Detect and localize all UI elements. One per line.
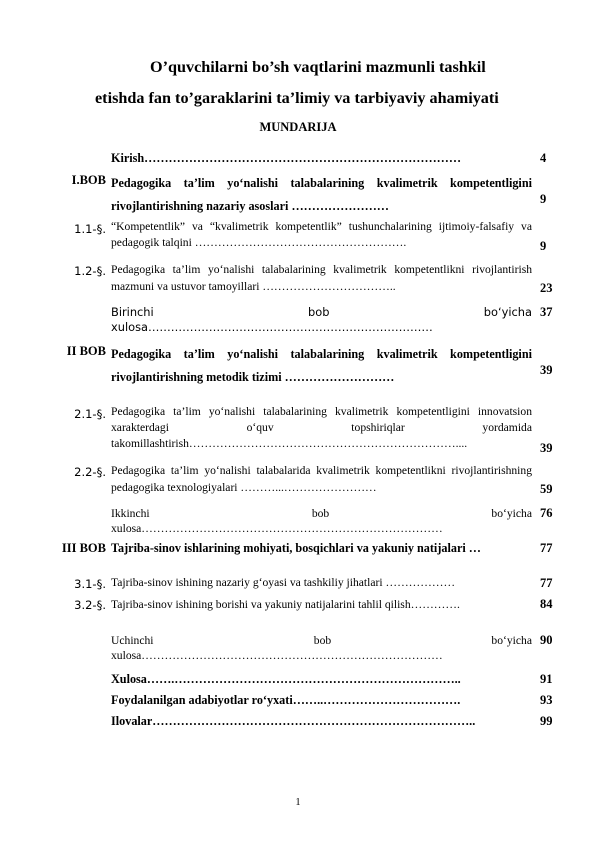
toc-entry-page: 76 <box>540 506 553 520</box>
page-number: 1 <box>295 797 301 808</box>
toc-entry-page: 4 <box>540 151 547 165</box>
toc-entry-label: III BOB <box>61 541 106 555</box>
toc-entry-page: 9 <box>540 239 547 253</box>
toc-entry-page: 23 <box>540 281 553 295</box>
toc-entry-text: Tajriba-sinov ishining borishi va yakuniy natijalarini tahlil qilish…………. <box>111 598 460 611</box>
toc-entry-page: 77 <box>540 541 553 555</box>
toc-entry-label: II BOB <box>66 344 106 358</box>
toc-entry-text: Uchinchi bob bo‘yicha xulosa…………………………………………………………………… <box>111 634 532 662</box>
toc-entry-text: Ilovalar…………………………………………………………………….. <box>111 714 476 728</box>
toc-entry-page: 99 <box>540 714 553 728</box>
toc-entry-page: 39 <box>540 363 553 377</box>
toc-entry-text: Foydalanilgan adabiyotlar ro‘yxati……..……………………………. <box>111 693 461 707</box>
toc-entry-page: 91 <box>540 672 553 686</box>
toc-entry-page: 39 <box>540 441 553 455</box>
toc-entry-page: 59 <box>540 482 553 496</box>
toc-entry-label: 3.2-§. <box>74 598 106 612</box>
toc-entry-text: Tajriba-sinov ishlarining mohiyati, bosqichlari va yakuniy natijalari … <box>111 541 481 555</box>
toc-entry-text: Xulosa…….…………………………………………………………….. <box>111 672 461 686</box>
toc-entry-label: 3.1-§. <box>74 577 106 591</box>
toc-entry-text: Pedagogika ta’lim yo‘nalishi talabalarining kvalimetrik kompetentligini innovatsion xarakterdagi o‘quv topshiriqlar yordamida takomillashtirish…………………………………………………………….... <box>111 405 532 450</box>
toc-entry-text: Tajriba-sinov ishining nazariy g‘oyasi va tashkiliy jihatlari ……………… <box>111 576 456 589</box>
toc-entry-page: 90 <box>540 633 553 647</box>
toc-entry-text: “Kompetentlik” va “kvalimetrik kompetentlik” tushunchalarining ijtimoiy-falsafiy va pedagogik talqini ………………………………………………. <box>111 220 532 249</box>
toc-entry-page: 77 <box>540 576 553 590</box>
toc-entry-text: Pedagogika ta’lim yo‘nalishi talabalarining kvalimetrik kompetentligini rivojlantirishning metodik tizimi ……………………… <box>111 347 532 384</box>
toc-entry-label: 1.2-§. <box>74 264 106 278</box>
toc-entry-page: 93 <box>540 693 553 707</box>
toc-entry-page: 9 <box>540 192 547 206</box>
toc-entry-label: 2.1-§. <box>74 407 106 421</box>
toc-entry-text: Pedagogika ta’lim yo‘nalishi talabalarining kvalimetrik kompetentlikni rivojlantirish mazmuni va ustuvor tamoyillari …………………………….. <box>111 263 532 293</box>
document-title-line-1: O’quvchilarni bo’sh vaqtlarini mazmunli tashkil <box>150 58 486 76</box>
toc-entry-text: Ikkinchi bob bo‘yicha xulosa…………………………………………………………………… <box>111 507 532 535</box>
toc-entry-label: 2.2-§. <box>74 465 106 479</box>
toc-entry-text: Pedagogika ta’lim yo‘nalishi talabalarining kvalimetrik kompetentligini rivojlantirishning nazariy asoslari …………………… <box>111 176 532 213</box>
toc-entry-label: 1.1-§. <box>74 222 106 236</box>
toc-entry-text: Kirish…………………………………………………………………… <box>111 151 462 165</box>
toc-entry-page: 37 <box>540 305 553 319</box>
toc-entry-page: 84 <box>540 597 553 611</box>
toc-heading: MUNDARIJA <box>259 120 337 134</box>
toc-entry-label: I.BOB <box>71 173 106 187</box>
toc-entry-text: Birinchi bob bo‘yicha xulosa………………………………………………………………… <box>111 305 532 334</box>
toc-entry-text: Pedagogika ta’lim yo‘nalishi talabalarida kvalimetrik kompetentlikni rivojlantirishning pedagogika texnologiyalari ………...…………………… <box>111 464 532 494</box>
document-title-line-2: etishda fan to’garaklarini ta’limiy va tarbiyaviy ahamiyati <box>95 89 499 107</box>
